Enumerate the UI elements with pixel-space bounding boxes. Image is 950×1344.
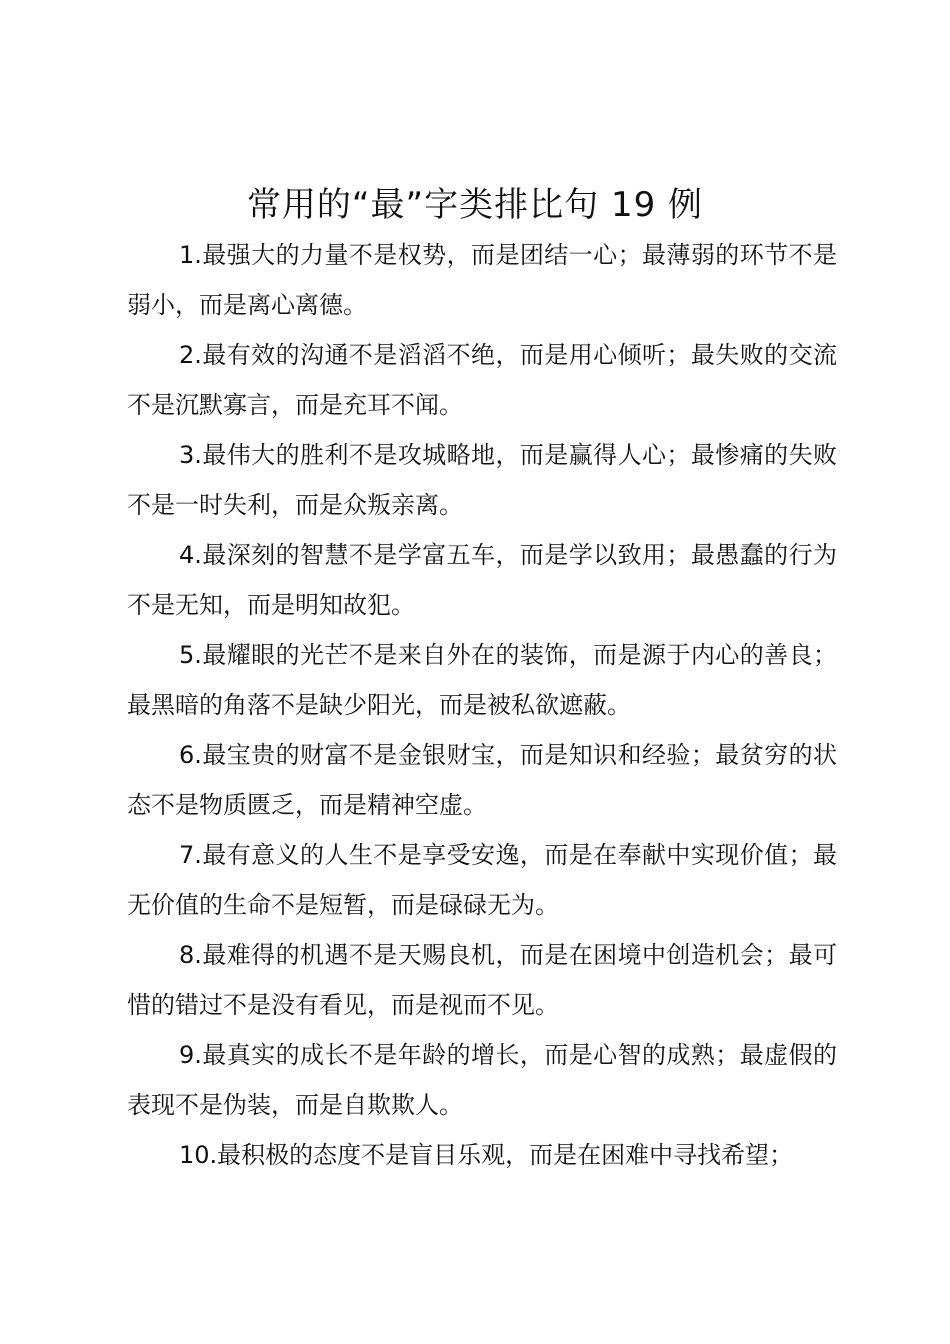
paragraph-2: 2.最有效的沟通不是滔滔不绝，而是用心倾听；最失败的交流不是沉默寡言，而是充耳不闻。 — [127, 341, 837, 419]
paragraph-7: 7.最有意义的人生不是享受安逸，而是在奉献中实现价值；最无价值的生命不是短暂，而是碌碌无为。 — [127, 841, 837, 919]
document-body — [127, 230, 837, 1180]
paragraph-6: 6.最宝贵的财富不是金银财宝，而是知识和经验；最贫穷的状态不是物质匮乏，而是精神空虚。 — [127, 741, 837, 819]
paragraph-10: 10.最积极的态度不是盲目乐观，而是在困难中寻找希望； — [179, 1141, 794, 1169]
paragraph-3: 3.最伟大的胜利不是攻城略地，而是赢得人心；最惨痛的失败不是一时失利，而是众叛亲离。 — [127, 441, 837, 519]
paragraph-1: 1.最强大的力量不是权势，而是团结一心；最薄弱的环节不是弱小，而是离心离德。 — [127, 241, 837, 319]
document-title: 常用的“最”字类排比句 19 例 — [246, 185, 704, 225]
paragraph-4: 4.最深刻的智慧不是学富五车，而是学以致用；最愚蠢的行为不是无知，而是明知故犯。 — [127, 541, 837, 619]
paragraph-5: 5.最耀眼的光芒不是来自外在的装饰，而是源于内心的善良；最黑暗的角落不是缺少阳光，而是被私欲遮蔽。 — [127, 641, 837, 719]
paragraph-8: 8.最难得的机遇不是天赐良机，而是在困境中创造机会；最可惜的错过不是没有看见，而是视而不见。 — [127, 941, 837, 1019]
paragraph-9: 9.最真实的成长不是年龄的增长，而是心智的成熟；最虚假的表现不是伪装，而是自欺欺人。 — [127, 1041, 837, 1119]
